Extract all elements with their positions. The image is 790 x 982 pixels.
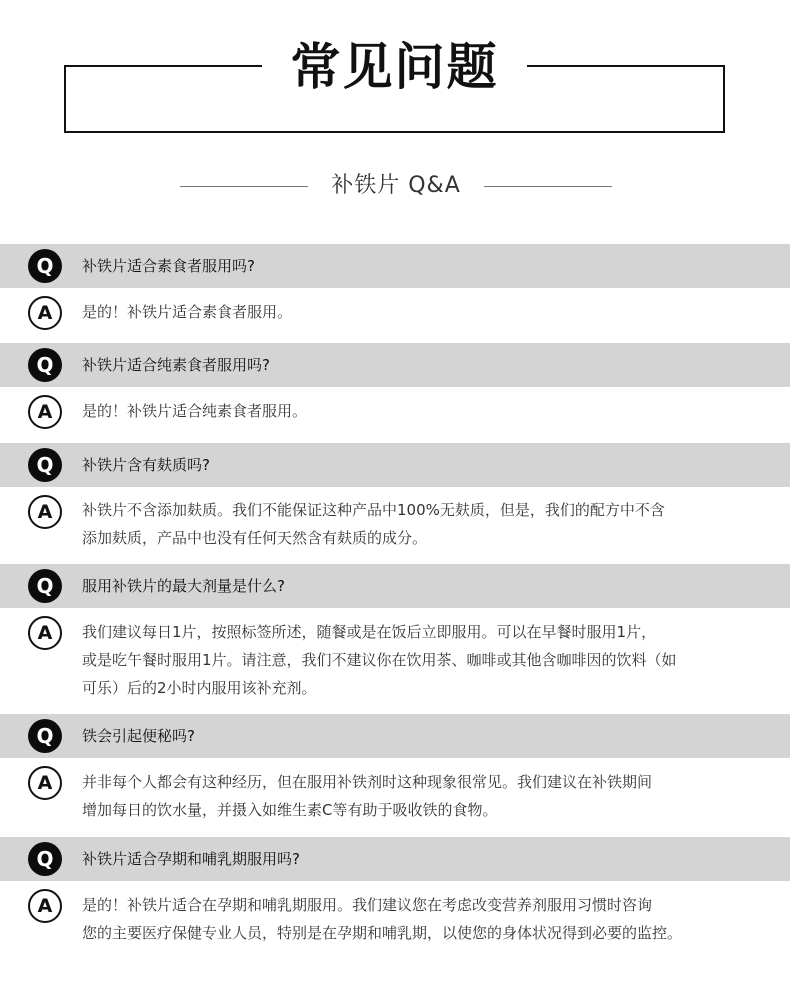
a-badge-icon: A <box>28 495 62 529</box>
faq-question-5 <box>0 714 790 758</box>
question-text: 补铁片适合孕期和哺乳期服用吗? <box>82 850 300 868</box>
faq-question-4 <box>0 564 790 608</box>
question-text: 补铁片适合纯素食者服用吗? <box>82 356 270 374</box>
answer-text: 并非每个人都会有这种经历，但在服用补铁剂时这种现象很常见。我们建议在补铁期间 增加每日的饮水量，并摄入如维生素C等有助于吸收铁的食物。 <box>82 773 653 819</box>
answer-text: 补铁片不含添加麸质。我们不能保证这种产品中100%无麸质，但是，我们的配方中不含 添加麸质，产品中也没有任何天然含有麸质的成分。 <box>82 501 665 547</box>
question-text: 补铁片含有麸质吗? <box>82 456 210 474</box>
q-badge-icon: Q <box>28 569 62 603</box>
a-badge-icon: A <box>28 766 62 800</box>
a-badge-icon: A <box>28 889 62 923</box>
faq-question-3 <box>0 443 790 487</box>
answer-text: 是的！补铁片适合纯素食者服用。 <box>82 402 308 420</box>
answer-text: 我们建议每日1片，按照标签所述，随餐或是在饭后立即服用。可以在早餐时服用1片， 或是吃午餐时服用1片。请注意，我们不建议你在饮用茶、咖啡或其他含咖啡因的饮料（如 可乐）后的2小时内服用该补充剂。 <box>82 623 677 697</box>
faq-question-6 <box>0 837 790 881</box>
q-badge-icon: Q <box>28 448 62 482</box>
q-badge-icon: Q <box>28 842 62 876</box>
subtitle: 补铁片 Q&A <box>331 173 461 198</box>
question-text: 铁会引起便秘吗? <box>82 727 195 745</box>
q-badge-icon: Q <box>28 249 62 283</box>
q-badge-icon: Q <box>28 719 62 753</box>
page-title: 常见问题 <box>290 38 499 96</box>
a-badge-icon: A <box>28 395 62 429</box>
a-badge-icon: A <box>28 296 62 330</box>
question-text: 服用补铁片的最大剂量是什么? <box>82 577 285 595</box>
faq-question-2 <box>0 343 790 387</box>
title-rule-left <box>64 65 262 67</box>
title-rule-right <box>527 65 725 67</box>
a-badge-icon: A <box>28 616 62 650</box>
question-text: 补铁片适合素食者服用吗? <box>82 257 255 275</box>
faq-question-1 <box>0 244 790 288</box>
subtitle-rule-right <box>484 186 612 187</box>
subtitle-rule-left <box>180 186 308 187</box>
q-badge-icon: Q <box>28 348 62 382</box>
answer-text: 是的！补铁片适合在孕期和哺乳期服用。我们建议您在考虑改变营养剂服用习惯时咨询 您的主要医疗保健专业人员，特别是在孕期和哺乳期，以使您的身体状况得到必要的监控。 <box>82 896 683 942</box>
answer-text: 是的！补铁片适合素食者服用。 <box>82 303 293 321</box>
